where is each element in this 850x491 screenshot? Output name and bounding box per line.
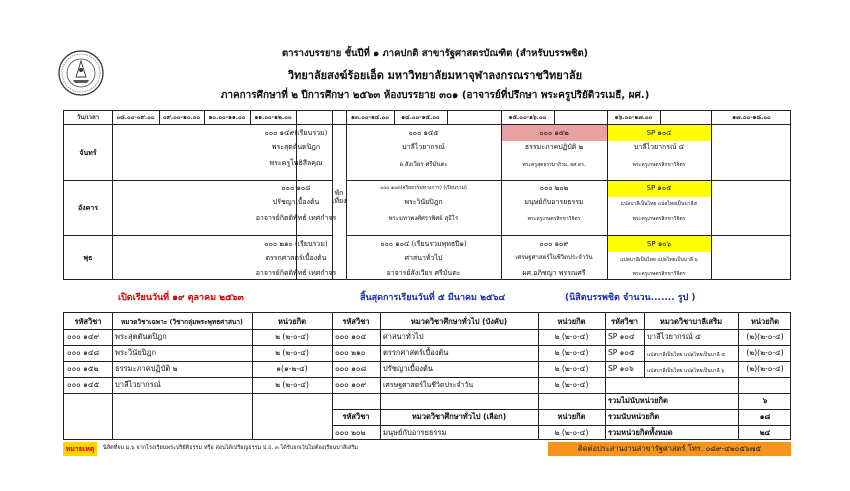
column-header: หมวดวิชาเฉพาะ (วิชากลุ่มพระพุทธศาสนา) — [121, 318, 243, 326]
footer-note — [63, 442, 543, 456]
table-cell: ๐๐๐ ๑๐๘ — [335, 364, 367, 373]
course-title: แปลบาลีเป็นไทย แปลไทยเป็นบาลี๕ — [620, 201, 698, 207]
time-header: ๐๙.๐๐-๑๐.๐๐ — [162, 114, 201, 121]
course-title: ศาสนาทั่วไป — [404, 254, 443, 262]
table-cell: แปลบาลีเป็นไทย แปลไทยเป็นบาลี ๖ — [647, 368, 725, 374]
table-cell: ๐๐๐ ๑๕๒ — [67, 364, 99, 373]
table-cell: (๒)(๒-๐-๔) — [746, 364, 784, 373]
column-header: หน่วยกิต — [277, 317, 307, 326]
table-cell: ๐๐๐ ๒๐๒ — [335, 428, 366, 437]
table-cell: พระสุตตันตปิฎก — [115, 332, 167, 341]
schedule-table — [63, 110, 791, 280]
instructor: อาจารย์กิตติพัทธ์ เทศกำจร — [255, 269, 337, 277]
column-header: รหัสวิชา — [74, 317, 102, 326]
time-header: ๑๗.๐๐-๑๘.๐๐ — [732, 114, 771, 121]
column-header: รหัสวิชา — [342, 317, 370, 326]
table-cell: ๒ (๒-๐-๔) — [275, 332, 309, 341]
table-cell: ๐๐๐ ๑๐๙ — [335, 380, 366, 389]
instructor: อาจารย์กิตติพัทธ์ เทศกำจร — [255, 214, 337, 222]
table-cell: ๐๐๐ ๒๑๐ — [335, 348, 366, 357]
course-code: ๐๐๐ ๒๑๐ (เรียนรวม) — [264, 240, 328, 248]
table-cell: แปลบาลีเป็นไทย แปลไทยเป็นบาลี ๕ — [647, 352, 726, 358]
column-header: รหัสวิชา — [610, 317, 639, 326]
instructor: พระครูเกษตรสิกขาวิจิตร — [632, 271, 686, 277]
day-monday: จันทร์ — [79, 149, 97, 157]
time-header: ๑๓.๐๐-๑๔.๐๐ — [351, 114, 389, 121]
table-cell: ตรรกศาสตร์เบื้องต้น — [383, 348, 449, 357]
column-header: หมวดวิชาศึกษาทั่วไป (เลือก) — [411, 412, 507, 421]
instructor: พระครูเกษตรสิกขาวิจิตร — [632, 162, 686, 168]
course-code: SP ๑๐๔ — [646, 129, 672, 137]
table-cell: ๐๐๐ ๑๐๔ — [335, 332, 367, 341]
time-header: ๑๔.๐๐-๑๕.๐๐ — [401, 114, 440, 121]
table-cell: ๐๐๐ ๑๔๘ — [67, 348, 100, 357]
instructor: ผศ.อภิชญา พรรณศรี — [522, 269, 586, 277]
student-count: (นิสิตบรรพชิต จำนวน....... รูป ) — [565, 293, 696, 303]
instructor: พระมหาพงศ์ศราพิศย์ สุธีโร — [388, 215, 459, 222]
contact-banner: ติดต่อประสานงานสาขารัฐศาสตร์ โทร. ๐๘๙-๔๒๐๕๖๗๕ — [548, 442, 791, 456]
time-header: ๑๕.๐๐-๑๖.๐๐ — [508, 114, 547, 121]
time-header: ๑๑.๐๐-๑๒.๐๐ — [254, 114, 292, 121]
table-cell: ๒ (๒-๐-๔) — [554, 348, 589, 357]
column-header: หมวดวิชาบาลีเสริม — [659, 317, 723, 326]
note-tag: หมายเหตุ — [63, 442, 97, 456]
header-line-2: วิทยาลัยสงฆ์ร้อยเอ็ด มหาวิทยาลัยมหาจุฬาลงกรณราชวิทยาลัย — [287, 69, 583, 82]
course-code: ๐๐๐ ๑๕๒ — [539, 129, 569, 137]
table-cell: ๑(๑-๒-๔) — [276, 364, 308, 373]
table-cell: ๐๐๐ ๑๔๙ — [67, 332, 100, 341]
course-title: ตรรกศาสตร์เบื้องต้น — [265, 254, 327, 262]
course-code: ๐๐๐ ๒๐๒ — [539, 184, 569, 192]
time-header: ๐๘.๐๐-๐๙.๐๐ — [116, 114, 155, 121]
column-header: หมวดวิชาศึกษาทั่วไป (บังคับ) — [410, 317, 508, 326]
table-cell: ๐๐๐ ๑๔๕ — [67, 380, 100, 389]
course-code: ๐๐๐ ๑๐๓(จริยธรรมทางการ) (เรียนรวม) — [380, 185, 467, 191]
instructor: พระครูเกษตรสิกขาวิจิตร — [632, 216, 686, 222]
total-value: ๒๔ — [759, 428, 771, 437]
course-title: พระสุตตันตปิฎก — [271, 143, 321, 151]
course-code: SP ๑๐๖ — [646, 240, 672, 248]
course-title: พระวินัยปิฎก — [404, 198, 443, 206]
column-header: รหัสวิชา — [342, 412, 370, 421]
table-cell: SP ๑๐๖ — [608, 364, 634, 373]
instructor: อ.สังเวียร ศรีมันตะ — [399, 161, 448, 168]
time-header: ๑๖.๐๐-๑๗.๐๐ — [614, 114, 653, 121]
instructor: พระครูสุตธรรมาภิรม, ผศ.ดร. — [522, 162, 586, 168]
column-header: หน่วยกิต — [557, 412, 586, 421]
table-cell: ธรรมะภาคปฏิบัติ ๒ — [115, 364, 178, 373]
table-cell: SP ๑๐๔ — [608, 332, 635, 341]
total-label: รวมไม่นับหน่วยกิต — [608, 396, 668, 405]
header-line-3: ภาคการศึกษาที่ ๒ ปีการศึกษา ๒๕๖๓ ห้องบรรยาย ๓๐๑ (อาจารย์ที่ปรึกษา พระครูปริยัติวรเมธี, ผศ.) — [220, 90, 650, 101]
day-wednesday: พุธ — [83, 254, 93, 262]
term-open-date: เปิดเรียนวันที่ ๑๙ ตุลาคม ๒๕๖๓ — [118, 293, 244, 303]
course-code: ๐๐๐ ๑๐๔ (เรียนรวมพุทธปี๑) — [380, 240, 467, 248]
column-header: หน่วยกิต — [750, 317, 780, 326]
table-cell: ศาสนาทั่วไป — [383, 332, 424, 341]
course-title: มนุษย์กับอารยธรรม — [524, 198, 584, 206]
course-code: SP ๑๐๕ — [646, 184, 672, 192]
instructor: พระครูเกษตรสิกขาวิจิตร — [527, 216, 581, 222]
time-header: ๑๐.๐๐-๑๑.๐๐ — [208, 114, 246, 121]
table-cell: มนุษย์กับอารยธรรม — [383, 428, 447, 437]
instructor: อาจารย์สังเวียร ศรีมันตะ — [386, 269, 461, 277]
university-seal-logo — [58, 50, 104, 96]
table-cell: พระวินัยปิฎก — [115, 348, 157, 357]
course-title: ปรัชญาเบื้องต้น — [272, 198, 320, 206]
course-title: บาลีไวยากรณ์ — [402, 143, 445, 151]
total-label: รวมหน่วยกิตทั้งหมด — [608, 428, 673, 437]
table-cell: ๒ (๒-๐-๔) — [275, 380, 309, 389]
course-code: ๐๐๐ ๑๐๙ — [539, 240, 569, 248]
note-text: นิสิตที่จบ ม.๖ จากโรงเรียนพระปริยัติธรรม หรือ สอบได้เปรียญธรรม ป.ธ. ๓ ได้รับยกเว้นไม่ต้องเรียนบาลีเสริม — [103, 445, 359, 451]
course-title: ธรรมะภาคปฏิบัติ ๒ — [524, 143, 584, 151]
table-cell: เศรษฐศาสตร์ในชีวิตประจำวัน — [383, 381, 474, 389]
table-cell: (๒)(๒-๐-๔) — [746, 332, 784, 341]
course-code: ๐๐๐ ๑๐๘ — [281, 184, 311, 192]
table-cell: ปรัชญาเบื้องต้น — [383, 364, 433, 373]
header-line-1: ตารางบรรยาย ชั้นปีที่ ๑ ภาคปกติ สาขารัฐศาสตรบัณฑิต (สำหรับบรรพชิต) — [282, 48, 588, 59]
table-cell: ๒ (๒-๐-๔) — [554, 380, 589, 389]
instructor: พระครูโพธิสีลคุณ — [269, 159, 323, 167]
table-cell: ๒ (๒-๐-๔) — [275, 348, 309, 357]
total-value: ๖ — [762, 396, 768, 405]
corner-label: วัน/เวลา — [76, 114, 100, 121]
table-cell: บาลีไวยากรณ์ — [115, 380, 161, 389]
course-title: บาลีไวยากรณ์ ๔ — [633, 143, 685, 151]
course-code: ๐๐๐ ๑๔๕ — [408, 129, 439, 137]
course-list-table — [63, 312, 791, 440]
column-header: หน่วยกิต — [557, 317, 586, 326]
total-label: รวมนับหน่วยกิต — [608, 412, 660, 421]
table-cell: ๒ (๒-๐-๔) — [554, 332, 589, 341]
table-cell: บาลีไวยากรณ์ ๔ — [647, 332, 701, 341]
table-cell: SP ๑๐๕ — [608, 348, 635, 357]
table-cell: ๒ (๒-๐-๔) — [554, 364, 589, 373]
table-cell: (๒)(๒-๐-๔) — [746, 348, 784, 357]
course-title: แปลบาลีเป็นไทย แปลไทยเป็นบาลี ๖ — [620, 257, 698, 263]
term-close-date: สิ้นสุดการเรียนวันที่ ๕ มีนาคม ๒๕๖๔ — [360, 293, 506, 303]
day-tuesday: อังคาร — [78, 204, 98, 212]
course-code: ๐๐๐ ๑๔๙(เรียนรวม) — [264, 129, 328, 137]
lunch-label: พักเที่ยง — [332, 189, 347, 205]
table-cell: ๒ (๒-๐-๔) — [554, 428, 589, 437]
course-title: เศรษฐศาสตร์ในชีวิตประจำวัน — [515, 254, 593, 261]
total-value: ๑๘ — [759, 412, 771, 421]
